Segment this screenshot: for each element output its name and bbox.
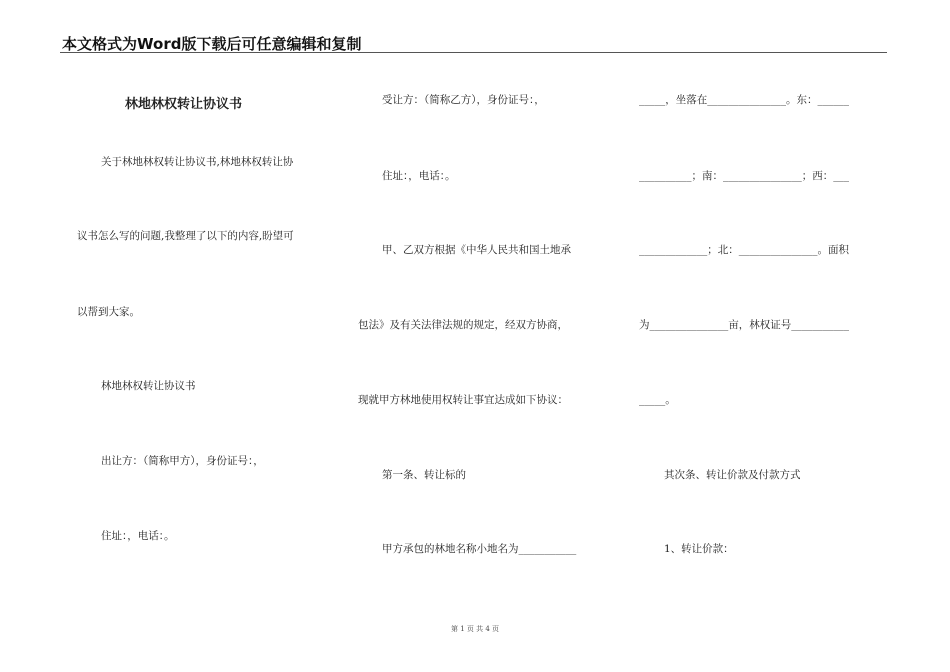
paragraph-line: 以帮到大家。	[77, 306, 140, 318]
paragraph-line: 甲、乙双方根据《中华人民共和国土地承	[382, 244, 571, 256]
paragraph-line: 受让方：（简称乙方），身份证号：，	[382, 94, 545, 106]
paragraph-line: 议书怎么写的问题,我整理了以下的内容,盼望可	[77, 230, 294, 242]
paragraph-line: 关于林地林权转让协议书,林地林权转让协	[101, 156, 294, 168]
paragraph-line: 为_______________亩，林权证号___________	[639, 319, 849, 331]
section-heading: 林地林权转让协议书	[101, 380, 196, 392]
paragraph-line: 包法》及有关法律法规的规定，经双方协商，	[358, 319, 568, 331]
paragraph-line: _____，坐落在_______________。东：______	[639, 94, 849, 106]
paragraph-line: 出让方：（简称甲方），身份证号：，	[101, 455, 264, 467]
paragraph-line: 现就甲方林地使用权转让事宜达成如下协议：	[358, 394, 568, 406]
paragraph-line: 甲方承包的林地名称小地名为___________	[382, 543, 577, 555]
paragraph-line: 1、转让价款：	[664, 543, 734, 555]
paragraph-line: _____________；北：_______________。面积	[639, 244, 849, 256]
header-divider	[60, 52, 887, 53]
document-title: 林地林权转让协议书	[125, 97, 243, 112]
section-heading: 第一条、转让标的	[382, 469, 466, 481]
paragraph-line: __________；南：_______________；西：___	[639, 170, 849, 182]
document-header-title: 本文格式为Word版下载后可任意编辑和复制	[62, 35, 362, 53]
paragraph-line: _____。	[639, 394, 676, 406]
paragraph-line: 住址：，电话：。	[101, 530, 175, 542]
page-number: 第 1 页 共 4 页	[450, 625, 500, 633]
section-heading: 其次条、转让价款及付款方式	[664, 469, 801, 481]
paragraph-line: 住址：，电话：。	[382, 170, 456, 182]
